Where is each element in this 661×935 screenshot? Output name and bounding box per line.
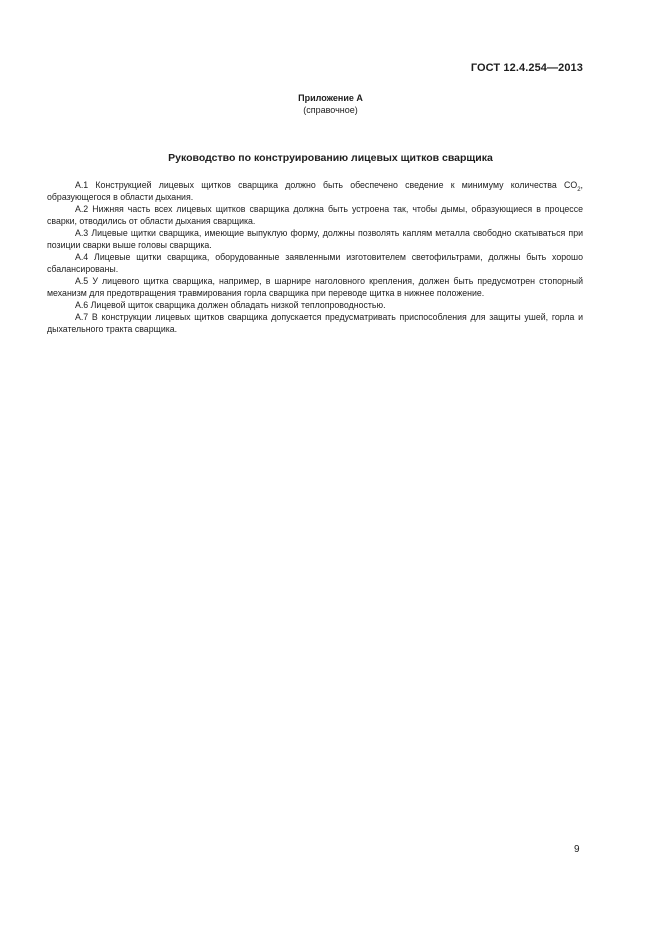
paragraph-a5: А.5 У лицевого щитка сварщика, например, в шарнире наголовного крепления, должен быть предусмотрен стопорный механизм для предотвращения травмирования горла сварщика при переводе щитка в нижнее положение. (47, 276, 583, 298)
co2-subscript: 2 (577, 186, 581, 193)
body-text (47, 179, 583, 335)
document-code: ГОСТ 12.4.254—2013 (470, 62, 583, 74)
paragraph-a1-text: А.1 Конструкцией лицевых щитков сварщика должно быть обеспечено сведение к минимуму количества CO (75, 180, 578, 190)
appendix-kind: (справочное) (303, 105, 358, 115)
paragraph-a3: А.3 Лицевые щитки сварщика, имеющие выпуклую форму, должны позволять каплям металла свободно скатываться при позиции сварки выше головы сварщика. (47, 228, 583, 250)
paragraph-a1 (47, 179, 583, 203)
paragraph-a1-tail: , образующегося в области дыхания. (47, 180, 583, 202)
paragraph-a4: А.4 Лицевые щитки сварщика, оборудованные заявленными изготовителем светофильтрами, должны быть хорошо сбалансированы. (47, 252, 583, 274)
appendix-title: Приложение А (298, 93, 363, 103)
paragraph-a2: А.2 Нижняя часть всех лицевых щитков сварщика должна быть устроена так, чтобы дымы, образующиеся в процессе сварки, отводились от области дыхания сварщика. (47, 204, 583, 226)
paragraph-a7: А.7 В конструкции лицевых щитков сварщика допускается предусматривать приспособления для защиты ушей, горла и дыхательного тракта сварщика. (47, 312, 583, 334)
section-title: Руководство по конструированию лицевых щитков сварщика (168, 152, 493, 164)
paragraph-a6: А.6 Лицевой щиток сварщика должен обладать низкой теплопроводностью. (75, 300, 386, 310)
page-number: 9 (574, 844, 580, 855)
